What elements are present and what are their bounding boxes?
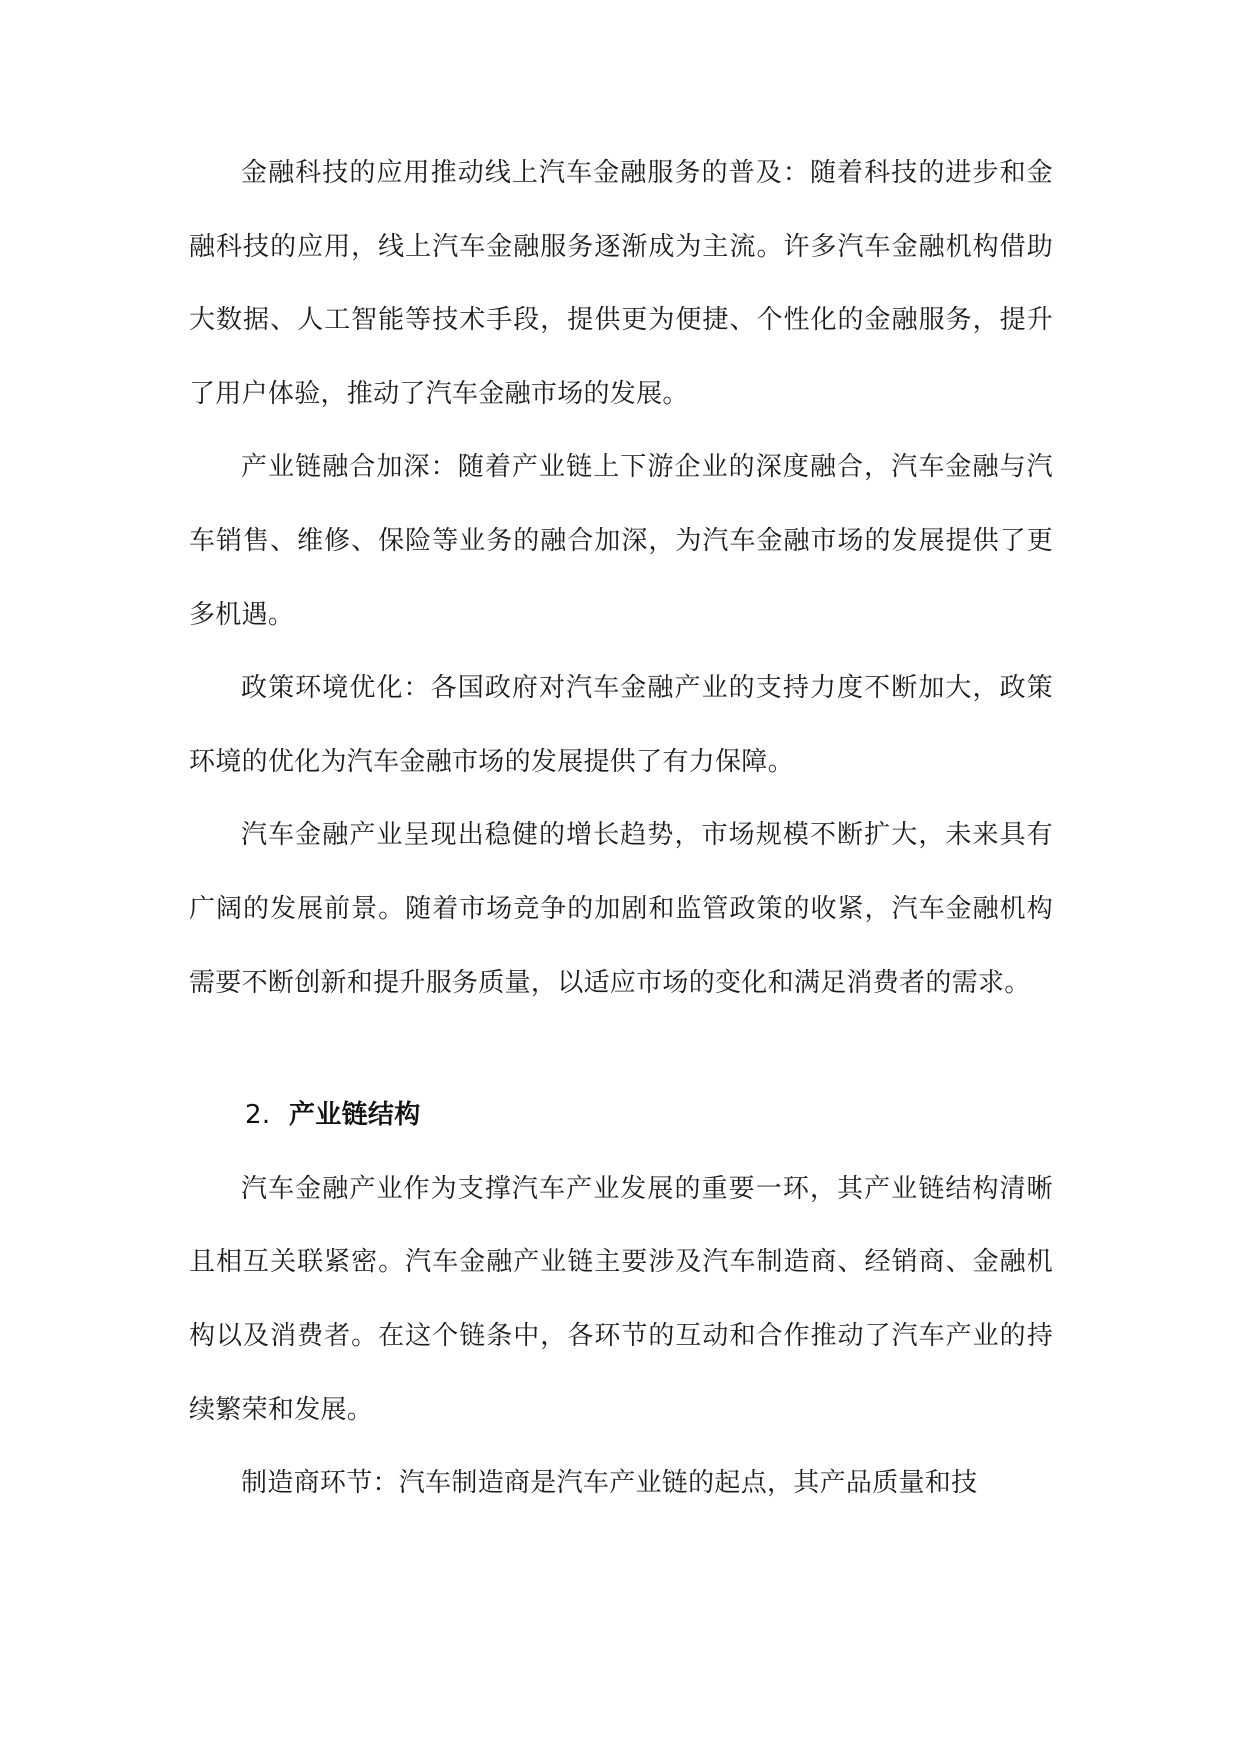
- paragraph-industry-chain-integration: 产业链融合加深：随着产业链上下游企业的深度融合，汽车金融与汽车销售、维修、保险等业务的融合加深，为汽车金融市场的发展提供了更多机遇。: [189, 452, 1053, 630]
- section-heading-title: 产业链结构: [289, 1100, 421, 1131]
- paragraph-manufacturer: 制造商环节：汽车制造商是汽车产业链的起点，其产品质量和技: [241, 1468, 978, 1499]
- document-body: [189, 137, 1053, 1521]
- section-heading: [189, 1079, 1053, 1153]
- paragraph-growth-trend: 汽车金融产业呈现出稳健的增长趋势，市场规模不断扩大，未来具有广阔的发展前景。随着市场竞争的加剧和监管政策的收紧，汽车金融机构需要不断创新和提升服务质量，以适应市场的变化和满足消费者的需求。: [189, 820, 1053, 998]
- paragraph-chain-overview: 汽车金融产业作为支撑汽车产业发展的重要一环，其产业链结构清晰且相互关联紧密。汽车金融产业链主要涉及汽车制造商、经销商、金融机构以及消费者。在这个链条中，各环节的互动和合作推动了汽车产业的持续繁荣和发展。: [189, 1173, 1053, 1425]
- paragraph-fintech: 金融科技的应用推动线上汽车金融服务的普及：随着科技的进步和金融科技的应用，线上汽车金融服务逐渐成为主流。许多汽车金融机构借助大数据、人工智能等技术手段，提供更为便捷、个性化的金融服务，提升了用户体验，推动了汽车金融市场的发展。: [189, 158, 1053, 409]
- paragraph-policy-environment: 政策环境优化：各国政府对汽车金融产业的支持力度不断加大，政策环境的优化为汽车金融市场的发展提供了有力保障。: [189, 673, 1053, 777]
- section-heading-number: 2.: [245, 1100, 271, 1131]
